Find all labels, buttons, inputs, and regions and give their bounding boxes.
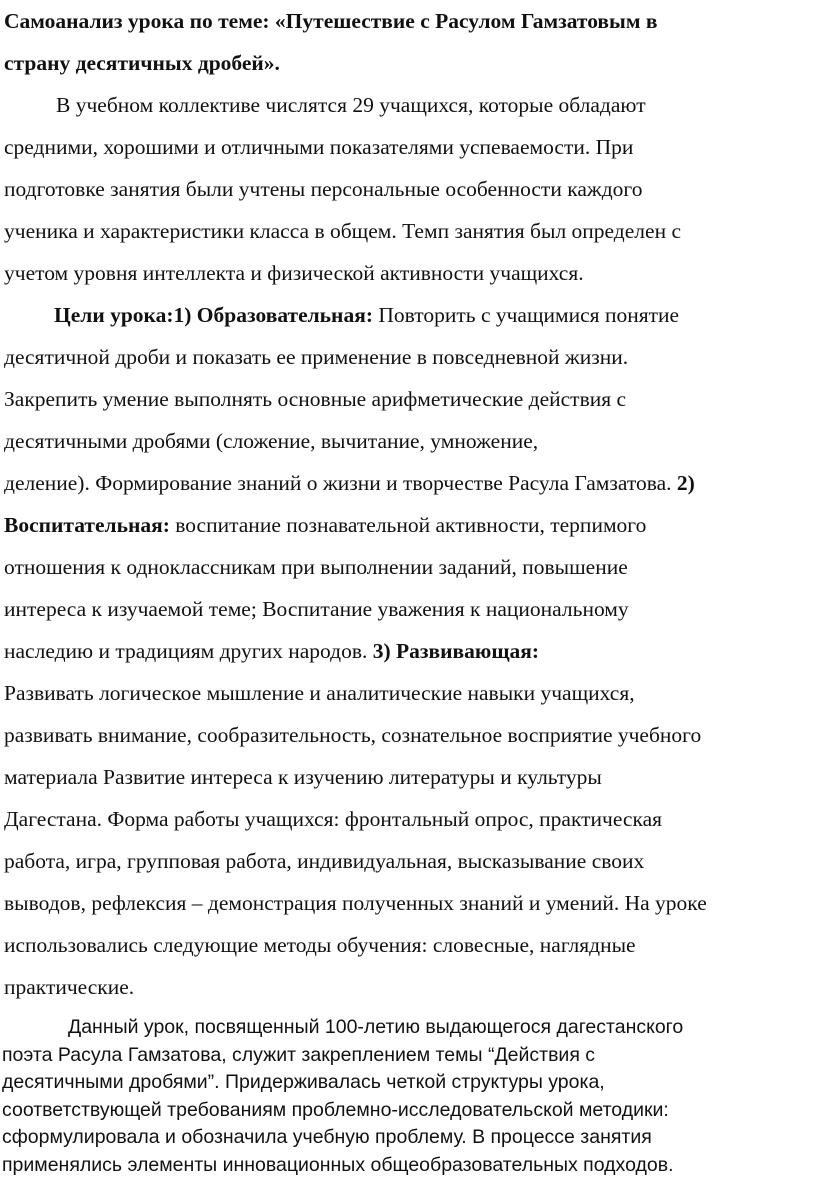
goals-line-5-number: 2) — [676, 471, 695, 495]
goals-line-15: выводов, рефлексия – демонстрация полученных знаний и умений. На уроке — [4, 891, 707, 915]
goals-line-16: использовались следующие методы обучения: словесные, наглядные — [4, 933, 636, 957]
paragraph1-line-4: ученика и характеристики класса в общем. Темп занятия был определен с — [4, 219, 681, 243]
goals-line-9-text: наследию и традициям других народов. — [4, 639, 373, 663]
title-line-2: страну десятичных дробей». — [4, 51, 280, 75]
paragraph-class-description — [4, 84, 812, 294]
goals-line-14: работа, игра, групповая работа, индивидуальная, высказывание своих — [4, 849, 645, 873]
summary-line-2: поэта Расула Гамзатова, служит закреплением темы “Действия с — [2, 1043, 596, 1066]
goals-line-5 — [4, 462, 812, 504]
goals-line-3: Закрепить умение выполнять основные арифметические действия с — [4, 387, 627, 411]
goals-line-2: десятичной дроби и показать ее применение в повседневной жизни. — [4, 345, 629, 369]
goals-line-12: материала Развитие интереса к изучению литературы и культуры — [4, 765, 602, 789]
summary-line-1: Данный урок, посвященный 100-летию выдающегося дагестанского — [68, 1016, 684, 1038]
goals-label: Цели урока:1) Образовательная: — [54, 303, 373, 327]
goals-line-13: Дагестана. Форма работы учащихся: фронтальный опрос, практическая — [4, 807, 663, 831]
paragraph1-line-1: В учебном коллективе числятся 29 учащихся, которые обладают — [56, 93, 646, 117]
goals-line-11: развивать внимание, сообразительность, сознательное восприятие учебного — [4, 723, 702, 747]
summary-line-6: применялись элементы инновационных общеобразовательных подходов. — [2, 1153, 674, 1176]
paragraph1-line-3: подготовке занятия были учтены персональные особенности каждого — [4, 177, 643, 201]
goals-line-6 — [4, 504, 812, 546]
goals-line-8: интереса к изучаемой теме; Воспитание уважения к национальному — [4, 597, 629, 621]
paragraph1-line-5: учетом уровня интеллекта и физической активности учащихся. — [4, 261, 584, 285]
summary-line-5: сформулировала и обозначила учебную проблему. В процессе занятия — [2, 1126, 652, 1148]
upbringing-label: Воспитательная: — [4, 513, 170, 537]
goals-line-1 — [4, 294, 812, 336]
summary-line-4: соответствующей требованиям проблемно-исследовательской методики: — [2, 1098, 669, 1121]
document-title — [4, 0, 812, 84]
summary-line-3: десятичными дробями”. Придерживалась четкой структуры урока, — [2, 1071, 605, 1093]
title-line-1: Самоанализ урока по теме: «Путешествие с Расулом Гамзатовым в — [4, 9, 658, 33]
goals-line-5-text: деление). Формирование знаний о жизни и творчестве Расула Гамзатова. — [4, 471, 677, 495]
goals-line-6-text: воспитание познавательной активности, терпимого — [169, 513, 647, 537]
goals-line-17: практические. — [4, 975, 135, 999]
paragraph-lesson-goals — [4, 294, 812, 1008]
goals-line-10: Развивать логическое мышление и аналитические навыки учащихся, — [4, 681, 635, 705]
paragraph-lesson-summary — [2, 1014, 814, 1179]
goals-line-4: десятичными дробями (сложение, вычитание, умножение, — [4, 429, 539, 453]
developing-label: 3) Развивающая: — [372, 639, 540, 663]
paragraph1-line-2: средними, хорошими и отличными показателями успеваемости. При — [4, 135, 634, 159]
goals-line-1-text: Повторить с учащимися понятие — [372, 303, 680, 327]
goals-line-7: отношения к одноклассникам при выполнении заданий, повышение — [4, 555, 628, 579]
goals-line-9 — [4, 630, 812, 672]
